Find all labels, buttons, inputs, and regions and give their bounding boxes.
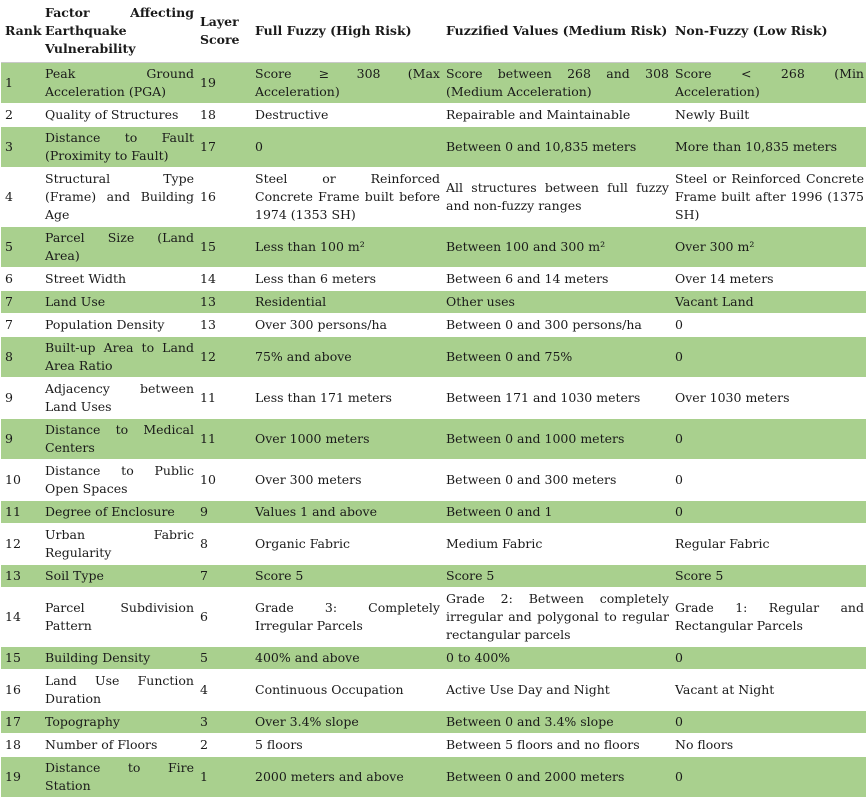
cell-factor: Number of Floors (45, 737, 158, 752)
table-row (1, 419, 866, 460)
cell-layer-score: 18 (200, 107, 216, 122)
cell-layer-score: 11 (200, 390, 216, 405)
cell-high-risk: Destructive (255, 107, 329, 122)
cell-rank: 15 (5, 650, 21, 665)
cell-factor: Degree of Enclosure (45, 504, 175, 519)
cell-medium-risk: Between 0 and 300 meters (446, 472, 617, 487)
cell-factor: Soil Type (45, 568, 104, 583)
table-row (1, 63, 866, 104)
table-row (1, 227, 866, 268)
cell-layer-score: 16 (200, 189, 216, 204)
cell-high-risk: 2000 meters and above (255, 769, 404, 784)
cell-layer-score: 13 (200, 294, 216, 309)
cell-low-risk: Over 1030 meters (675, 390, 790, 405)
table-row (1, 757, 866, 798)
table-row (1, 268, 866, 291)
cell-rank: 18 (5, 737, 21, 752)
header-rank: Rank (1, 0, 41, 63)
table-row (1, 378, 866, 419)
cell-factor: Street Width (45, 271, 127, 286)
cell-rank: 7 (5, 317, 13, 332)
cell-low-risk: Vacant Land (675, 294, 754, 309)
table-row (1, 168, 866, 227)
cell-layer-score: 19 (200, 75, 216, 90)
cell-rank: 3 (5, 139, 13, 154)
cell-medium-risk: All structures between full fuzzy and non-fuzzy ranges (446, 180, 669, 213)
cell-medium-risk: Score 5 (446, 568, 495, 583)
cell-rank: 8 (5, 349, 13, 364)
cell-layer-score: 11 (200, 431, 216, 446)
cell-medium-risk: 0 to 400% (446, 650, 511, 665)
cell-high-risk: Over 3.4% slope (255, 714, 359, 729)
cell-low-risk: 0 (675, 472, 683, 487)
cell-high-risk: Less than 6 meters (255, 271, 377, 286)
cell-factor: Adjacency between Land Uses (45, 381, 194, 414)
table-row (1, 588, 866, 647)
cell-factor: Structural Type (Frame) and Building Age (45, 171, 194, 222)
cell-low-risk: More than 10,835 meters (675, 139, 837, 154)
header-factor: Factor Affecting Earthquake Vulnerability (41, 0, 196, 63)
cell-factor: Urban Fabric Regularity (45, 527, 194, 560)
cell-high-risk: Over 300 persons/ha (255, 317, 387, 332)
cell-layer-score: 14 (200, 271, 216, 286)
cell-layer-score: 2 (200, 737, 208, 752)
cell-rank: 4 (5, 189, 13, 204)
table-row (1, 337, 866, 378)
cell-layer-score: 5 (200, 650, 208, 665)
cell-factor: Population Density (45, 317, 165, 332)
cell-low-risk: 0 (675, 714, 683, 729)
cell-rank: 5 (5, 239, 13, 254)
header-full-fuzzy: Full Fuzzy (High Risk) (251, 0, 442, 63)
table-header (1, 0, 866, 63)
cell-factor: Land Use (45, 294, 106, 309)
cell-layer-score: 4 (200, 682, 208, 697)
cell-layer-score: 15 (200, 239, 216, 254)
cell-layer-score: 9 (200, 504, 208, 519)
table-row (1, 734, 866, 757)
cell-high-risk: 400% and above (255, 650, 360, 665)
cell-layer-score: 12 (200, 349, 216, 364)
cell-rank: 7 (5, 294, 13, 309)
cell-low-risk: 0 (675, 504, 683, 519)
cell-high-risk: Steel or Reinforced Concrete Frame built before 1974 (1353 SH) (255, 171, 440, 222)
table-body (1, 63, 866, 798)
cell-medium-risk: Between 5 floors and no floors (446, 737, 640, 752)
cell-layer-score: 1 (200, 769, 208, 784)
cell-high-risk: Organic Fabric (255, 536, 350, 551)
cell-rank: 9 (5, 431, 13, 446)
cell-factor: Parcel Size (Land Area) (45, 230, 194, 263)
table-row (1, 565, 866, 588)
table-row (1, 104, 866, 127)
cell-layer-score: 17 (200, 139, 216, 154)
cell-layer-score: 8 (200, 536, 208, 551)
cell-factor: Peak Ground Acceleration (PGA) (45, 66, 194, 99)
cell-high-risk: Less than 100 m² (255, 239, 365, 254)
cell-rank: 12 (5, 536, 21, 551)
cell-rank: 16 (5, 682, 21, 697)
cell-medium-risk: Between 0 and 3.4% slope (446, 714, 614, 729)
cell-medium-risk: Between 100 and 300 m² (446, 239, 606, 254)
cell-rank: 9 (5, 390, 13, 405)
cell-layer-score: 10 (200, 472, 216, 487)
cell-factor: Built-up Area to Land Area Ratio (45, 340, 194, 373)
cell-medium-risk: Score between 268 and 308 (Medium Acceleration) (446, 66, 669, 99)
cell-layer-score: 3 (200, 714, 208, 729)
cell-medium-risk: Between 6 and 14 meters (446, 271, 609, 286)
cell-high-risk: Less than 171 meters (255, 390, 392, 405)
cell-medium-risk: Between 171 and 1030 meters (446, 390, 641, 405)
cell-medium-risk: Between 0 and 300 persons/ha (446, 317, 642, 332)
table-row (1, 524, 866, 565)
cell-high-risk: Continuous Occupation (255, 682, 404, 697)
cell-layer-score: 6 (200, 609, 208, 624)
cell-rank: 11 (5, 504, 21, 519)
cell-high-risk: Score ≥ 308 (Max Acceleration) (255, 66, 440, 99)
cell-rank: 17 (5, 714, 21, 729)
table-row (1, 711, 866, 734)
cell-rank: 6 (5, 271, 13, 286)
cell-medium-risk: Other uses (446, 294, 515, 309)
cell-rank: 14 (5, 609, 21, 624)
cell-layer-score: 13 (200, 317, 216, 332)
table-row (1, 291, 866, 314)
cell-factor: Building Density (45, 650, 151, 665)
cell-medium-risk: Medium Fabric (446, 536, 543, 551)
table-row (1, 670, 866, 711)
table-row (1, 501, 866, 524)
cell-factor: Distance to Medical Centers (45, 422, 194, 455)
cell-low-risk: Over 300 m² (675, 239, 755, 254)
cell-factor: Parcel Subdivision Pattern (45, 600, 194, 633)
cell-medium-risk: Between 0 and 1000 meters (446, 431, 625, 446)
table-row (1, 127, 866, 168)
cell-rank: 10 (5, 472, 21, 487)
cell-factor: Topography (45, 714, 120, 729)
cell-medium-risk: Repairable and Maintainable (446, 107, 631, 122)
cell-high-risk: 0 (255, 139, 263, 154)
cell-low-risk: 0 (675, 317, 683, 332)
cell-low-risk: 0 (675, 349, 683, 364)
cell-factor: Distance to Public Open Spaces (45, 463, 194, 496)
header-layer-score: Layer Score (196, 0, 251, 63)
cell-rank: 13 (5, 568, 21, 583)
cell-high-risk: 5 floors (255, 737, 303, 752)
cell-layer-score: 7 (200, 568, 208, 583)
vulnerability-table (1, 0, 866, 798)
cell-low-risk: Score < 268 (Min Acceleration) (675, 66, 864, 99)
cell-low-risk: Vacant at Night (675, 682, 775, 697)
cell-low-risk: 0 (675, 431, 683, 446)
cell-low-risk: Score 5 (675, 568, 724, 583)
cell-rank: 1 (5, 75, 13, 90)
cell-low-risk: Regular Fabric (675, 536, 770, 551)
cell-medium-risk: Between 0 and 2000 meters (446, 769, 625, 784)
cell-medium-risk: Between 0 and 1 (446, 504, 553, 519)
table-row (1, 647, 866, 670)
cell-high-risk: Score 5 (255, 568, 304, 583)
header-non-fuzzy: Non-Fuzzy (Low Risk) (671, 0, 866, 63)
table-row (1, 314, 866, 337)
cell-low-risk: 0 (675, 650, 683, 665)
header-fuzzified: Fuzzified Values (Medium Risk) (442, 0, 671, 63)
cell-high-risk: Residential (255, 294, 327, 309)
cell-factor: Land Use Function Duration (45, 673, 194, 706)
cell-rank: 19 (5, 769, 21, 784)
cell-high-risk: Values 1 and above (255, 504, 378, 519)
cell-high-risk: Over 300 meters (255, 472, 362, 487)
cell-factor: Quality of Structures (45, 107, 179, 122)
cell-low-risk: Grade 1: Regular and Rectangular Parcels (675, 600, 864, 633)
cell-factor: Distance to Fault (Proximity to Fault) (45, 130, 194, 163)
cell-low-risk: 0 (675, 769, 683, 784)
cell-low-risk: Newly Built (675, 107, 750, 122)
cell-medium-risk: Grade 2: Between completely irregular and polygonal to regular rectangular parcels (446, 591, 669, 642)
cell-low-risk: Steel or Reinforced Concrete Frame built after 1996 (1375 SH) (675, 171, 864, 222)
table-row (1, 460, 866, 501)
cell-factor: Distance to Fire Station (45, 760, 194, 793)
cell-low-risk: No floors (675, 737, 734, 752)
cell-medium-risk: Active Use Day and Night (446, 682, 610, 697)
cell-medium-risk: Between 0 and 10,835 meters (446, 139, 637, 154)
cell-high-risk: Over 1000 meters (255, 431, 370, 446)
cell-medium-risk: Between 0 and 75% (446, 349, 573, 364)
cell-rank: 2 (5, 107, 13, 122)
cell-high-risk: 75% and above (255, 349, 352, 364)
header-row (1, 0, 866, 63)
cell-low-risk: Over 14 meters (675, 271, 774, 286)
cell-high-risk: Grade 3: Completely Irregular Parcels (255, 600, 440, 633)
